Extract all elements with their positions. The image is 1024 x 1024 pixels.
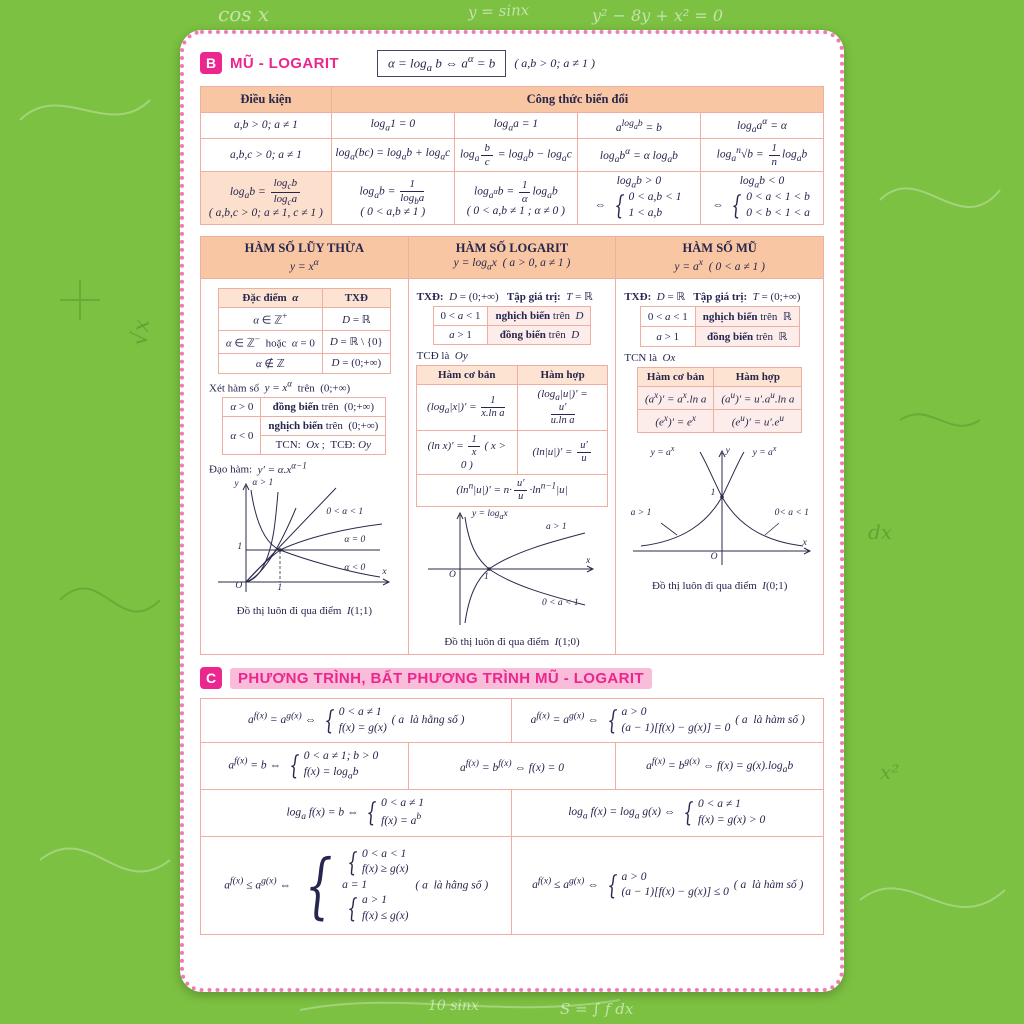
table-row (201, 743, 824, 790)
tick-one: 1 (710, 487, 716, 498)
derivative-cell: $(\log_a|x|)'$ = $\frac{1}{\text{x.ln a}}$ (416, 384, 517, 430)
doodle-circle-eq: y² − 8y + x² = 0 (592, 6, 724, 25)
derivative-cell: $(\log_a|u|)'$ = $\frac{u'}{\text{u.ln a}}$ (517, 384, 607, 430)
table-row (640, 327, 799, 347)
origin-label: O (710, 551, 718, 562)
exp-monotony-table (640, 306, 800, 347)
a-case-cell: 0 < a < 1 (640, 307, 695, 327)
main-formula-box: $\alpha = \log_a b$ ⇔ $a^\alpha = b$ (377, 50, 506, 77)
doodle-10sinx: 10 sinx (428, 998, 479, 1014)
derivative-cell: (ln|u|)′ = $\frac{u'}{u}$ (517, 430, 607, 474)
main-formula-condition: ( a,b > 0; a ≠ 1 ) (514, 55, 595, 70)
header-txd: TXĐ (322, 289, 390, 308)
a-case-cell: 0 < a < 1 (433, 306, 488, 325)
monotony-cell: đồng biến trên (0;+∞) (261, 398, 386, 417)
exp-domain-line: TXĐ: D = ℝ Tập giá trị: T = (0;+∞) (624, 291, 801, 304)
formula-cell: $\log_a^n√b$ = $\frac{1}{n}$ $\log_ab$ (700, 139, 823, 172)
graph-label-y-ax-right: $y = a^x$ (752, 443, 777, 458)
log-function-column (408, 237, 616, 654)
alpha-case-cell: α ∉ ℤ (218, 353, 322, 373)
graph-label-alpha-0: α = 0 (344, 534, 366, 545)
power-title: HÀM SỐ LŨY THỪA (244, 241, 364, 256)
formula-cell: $\log_aa = 1$ (454, 112, 577, 138)
log-title: HÀM SỐ LOGARIT (455, 241, 569, 256)
graph-label-alpha-gt1: α > 1 (252, 477, 274, 488)
domain-cell: D = ℝ \ {0} (322, 330, 390, 353)
formula-cell: $\log_ab < 0$ ⇔ { 0 < a < 1 < b 0 < b < 1 < a (700, 172, 823, 225)
graph-label-y-ax-left: $y = a^x$ (650, 443, 675, 458)
log-column-body (409, 279, 616, 654)
graph-label-a-gt1: a > 1 (630, 507, 652, 518)
doodle-cosx: cos x (218, 2, 270, 26)
derivative-cell: $(e^x)' = e^x$ (637, 409, 713, 432)
formula-cell: $\log_ab$ = $\frac{1}{\log_ba}$ ( 0 < a,b ≠ 1 ) (331, 172, 454, 225)
x-axis-label: x (802, 537, 807, 548)
condition-cell: $\log_ab$ = $\frac{\log_cb}{\log_ca}$ ( a,b,c > 0; a ≠ 1, c ≠ 1 ) (201, 172, 332, 225)
power-monotony-table (222, 397, 386, 455)
exp-subtitle: $y = a^x$ ( 0 < a ≠ 1 ) (674, 257, 765, 274)
exp-function-column (615, 237, 823, 654)
derivative-cell: $(a^x)' = a^x.\ln$ a (637, 387, 713, 410)
table-row (218, 289, 390, 308)
equation-cell: $a^{f(x)} = b^{f(x)}$ ⇔ f(x) = 0 (408, 743, 616, 790)
log-domain-line: TXĐ: D = (0;+∞) Tập giá trị: T = ℝ (416, 290, 593, 303)
alpha-case-cell: α ∈ ℤ− hoặc α = 0 (218, 330, 322, 353)
table-row (201, 112, 824, 138)
exp-graph-caption: Đồ thị luôn đi qua điểm I(0;1) (652, 579, 788, 592)
table-row (201, 139, 824, 172)
doodle-dx: dx (868, 520, 893, 544)
formula-cell: $\log_ab^\alpha = \alpha$ $\log_ab$ (577, 139, 700, 172)
formula-cell: $\log_a$ $\frac{b}{c}$ = $\log_ab - \log_ac$ (454, 139, 577, 172)
domain-cell: D = ℝ (322, 308, 390, 331)
inequation-cell: $a^{f(x)} \le a^{g(x)}$ ⇔ { a > 0 (a − 1)[f(x) − g(x)] ≤ 0 ( a là hàm số ) (512, 836, 824, 935)
y-axis-label: y (234, 478, 239, 489)
exp-asymptote-line: TCN là Ox (624, 352, 676, 365)
equation-cell: $a^{f(x)} = b^{g(x)}$ ⇔ $f(x) = g(x).\log_ab$ (616, 743, 824, 790)
log-graph-curves (418, 511, 606, 629)
table-row (201, 836, 824, 935)
table-row (218, 330, 390, 353)
formula-cell: $a^{log_ab} = b$ (577, 112, 700, 138)
section-c-header (200, 667, 824, 689)
alpha-case-cell: α < 0 (223, 417, 261, 455)
function-columns (200, 236, 824, 655)
condition-cell: a,b,c > 0; a ≠ 1 (201, 139, 332, 172)
table-row (640, 307, 799, 327)
log-identities-table (200, 86, 824, 226)
inequation-cell: $a^{f(x)} \le a^{g(x)}$ ⇔ { { 0 < a < 1 f(x) ≥ g(x) a = 1 { a > 1 f(x) ≤ g(x) ( a là hằng số ) (201, 836, 512, 935)
table-row (416, 384, 608, 430)
doodle-xsquared: x² (880, 760, 900, 784)
tick-one-x: 1 (277, 582, 283, 593)
exp-column-header (616, 237, 823, 279)
header-ham-hop: Hàm hợp (517, 365, 607, 384)
x-axis-label: x (586, 556, 591, 567)
power-column-body (201, 279, 408, 654)
graph-label-a-01: 0< a < 1 (774, 507, 809, 518)
table-row (416, 365, 608, 384)
log-monotony-table (433, 306, 592, 345)
alpha-case-cell: α ∈ ℤ+ (218, 308, 322, 331)
formula-card (180, 30, 844, 992)
asymptote-cell: TCN: Ox ; TCĐ: Oy (261, 436, 386, 455)
y-axis-label: y (725, 445, 730, 456)
alpha-case-cell: α > 0 (223, 398, 261, 417)
a-case-cell: a > 1 (433, 325, 488, 344)
power-subtitle: $y = x^\alpha$ (289, 257, 319, 274)
table-row (637, 409, 801, 432)
graph-label-a-01: 0 < a < 1 (542, 598, 579, 609)
equation-cell: $a^{f(x)} = b$ ⇔ { 0 < a ≠ 1; b > 0 $f(x) = \log_ab$ (201, 743, 409, 790)
header-ham-hop: Hàm hợp (714, 368, 802, 387)
equation-cell: $a^{f(x)} = a^{g(x)}$ ⇔ { a > 0 (a − 1)[f(x) − g(x)] = 0 ( a là hàm số ) (512, 699, 824, 743)
table-row (637, 387, 801, 410)
section-b-badge: B (200, 52, 222, 74)
power-derivative: Đạo hàm: $y' = \alpha.x^{\alpha-1}$ (209, 460, 307, 476)
header-ham-co-ban: Hàm cơ bản (416, 365, 517, 384)
monotony-cell: nghịch biến trên D (488, 306, 591, 325)
origin-label: O (235, 580, 243, 591)
table-row (223, 417, 386, 436)
doodle-sinx: y = sinx (467, 0, 530, 22)
formula-cell: $\log_ab > 0$ ⇔ { 0 < a,b < 1 1 < a,b (577, 172, 700, 225)
table-row (218, 308, 390, 331)
power-graph-caption: Đồ thị luôn đi qua điểm I(1;1) (236, 604, 373, 617)
log-graph (418, 511, 606, 633)
log-subtitle: $y = \log_ax$ ( a > 0, a ≠ 1 ) (453, 257, 571, 273)
log-derivative-table (416, 365, 609, 507)
monotony-cell: nghịch biến trên ℝ (695, 307, 799, 327)
graph-label-alpha-lt0: α < 0 (344, 562, 366, 573)
table-header-row (201, 86, 824, 112)
table-row (637, 368, 801, 387)
section-b-title: MŨ - LOGARIT (230, 54, 339, 72)
exp-title: HÀM SỐ MŨ (682, 241, 757, 256)
doodle-integral: S = ∫ f dx (560, 1000, 634, 1018)
table-row (223, 398, 386, 417)
formula-cell: $\log_a1 = 0$ (331, 112, 454, 138)
log-graph-caption: Đồ thị luôn đi qua điểm I(1;0) (444, 636, 580, 649)
power-column-header (201, 237, 408, 279)
table-row (201, 699, 824, 743)
log-column-header (409, 237, 616, 278)
graph-label-a-gt1: a > 1 (546, 522, 567, 533)
power-note: Xét hàm số $y = x^\alpha$ trên (0;+∞) (209, 378, 351, 395)
formula-cell: $\log_aa^\alpha = \alpha$ (700, 112, 823, 138)
monotony-cell: đồng biến trên ℝ (695, 327, 799, 347)
exp-column-body (616, 279, 823, 654)
power-domain-table (218, 288, 391, 373)
condition-cell: a,b > 0; a ≠ 1 (201, 112, 332, 138)
derivative-cell: $(\ln^n|u|)' = n\cdot$ $\frac{u'}{u}$ $\cdot\ln^{n-1}|u|$ (416, 475, 608, 507)
origin-label: O (449, 570, 456, 581)
table-row (416, 430, 608, 474)
exp-graph (625, 443, 815, 577)
equations-table (200, 698, 824, 935)
derivative-cell: $(a^u)' = u'.a^u.\ln$ a (714, 387, 802, 410)
table-row (201, 172, 824, 225)
section-c-title: PHƯƠNG TRÌNH, BẤT PHƯƠNG TRÌNH MŨ - LOGARIT (230, 668, 652, 689)
header-cong-thuc: Công thức biến đổi (331, 86, 823, 112)
header-dieu-kien: Điều kiện (201, 86, 332, 112)
monotony-cell: nghịch biến trên (0;+∞) (261, 417, 386, 436)
formula-cell: $\log_{a^\alpha}b$ = $\frac{1}{\alpha}$ $\log_ab$ ( 0 < a,b ≠ 1 ; α ≠ 0 ) (454, 172, 577, 225)
equation-cell: $\log_a f(x) = \log_a g(x)$ ⇔ { 0 < a ≠ 1 f(x) = g(x) > 0 (512, 789, 824, 836)
tick-one: 1 (484, 572, 489, 583)
section-c-badge: C (200, 667, 222, 689)
table-row (433, 306, 591, 325)
a-case-cell: a > 1 (640, 327, 695, 347)
graph-label-logax: $y = \log_ax$ (472, 509, 508, 521)
power-graph (210, 477, 398, 602)
header-dac-diem: Đặc điểm α (218, 289, 322, 308)
equation-cell: $\log_a f(x) = b$ ⇔ { 0 < a ≠ 1 $f(x) = a^b$ (201, 789, 512, 836)
formula-cell: $\log_a(bc) = \log_ab + \log_ac$ (331, 139, 454, 172)
table-row (201, 789, 824, 836)
graph-label-alpha-01: 0 < α < 1 (326, 506, 364, 517)
domain-cell: D = (0;+∞) (322, 353, 390, 373)
log-asymptote-line: TCĐ là Oy (416, 349, 468, 362)
monotony-cell: đồng biến trên D (488, 325, 591, 344)
exp-derivative-table (637, 367, 802, 432)
table-row (218, 353, 390, 373)
tick-one-y: 1 (237, 541, 243, 552)
power-function-column (201, 237, 408, 654)
header-ham-co-ban: Hàm cơ bản (637, 368, 713, 387)
equation-cell: $a^{f(x)} = a^{g(x)}$ ⇔ { 0 < a ≠ 1 f(x) = g(x) ( a là hằng số ) (201, 699, 512, 743)
derivative-cell: $(e^u)' = u'.e^u$ (714, 409, 802, 432)
doodle-sqrtx: √x (127, 318, 155, 347)
section-b-header (200, 50, 824, 77)
table-row (433, 325, 591, 344)
x-axis-label: x (382, 566, 387, 577)
derivative-cell: (ln x)′ = $\frac{1}{x}$ ( x > 0 ) (416, 430, 517, 474)
table-row (416, 475, 608, 507)
